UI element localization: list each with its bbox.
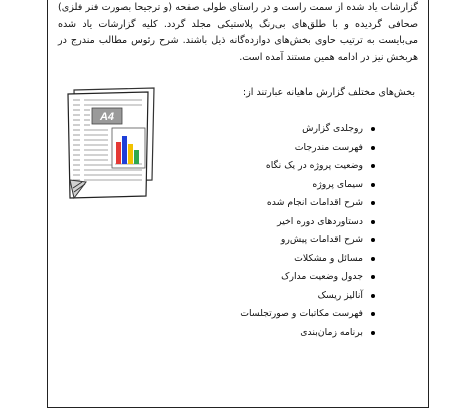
- bullet-icon: [371, 201, 375, 205]
- chart-bar-yellow: [128, 144, 133, 164]
- chart-bar-blue: [122, 136, 127, 164]
- list-item: آنالیز ریسک: [160, 287, 375, 306]
- intro-text: گزارشات یاد شده از سمت راست و در راستای طولی صفحه (و ترجیحا بصورت فنر فلزی) صحافی گردیده و با طلق‌های بی‌رنگ پلاستیکی مجلد گردد. کلیه گزارشات یاد شده می‌بایست به ترتیب حاوی بخش‌های دوازده‌گانه ذیل باشند. شرح رئوس مطالب مندرج در هربخش نیز در ادامه همین مستند آمده است.: [58, 2, 418, 63]
- list-item: برنامه زمان‌بندی: [160, 324, 375, 343]
- bullet-icon: [371, 312, 375, 316]
- bullet-icon: [371, 146, 375, 150]
- list-item: فهرست مندرجات: [160, 139, 375, 158]
- chart-bar-green: [134, 150, 139, 164]
- list-item: روجلدی گزارش: [160, 120, 375, 139]
- sections-lead: بخش‌های مختلف گزارش ماهیانه عبارتند از:: [242, 87, 415, 98]
- list-item: جدول وضعیت مدارک: [160, 268, 375, 287]
- list-item: وضعیت پروژه در یک نگاه: [160, 157, 375, 176]
- bullet-icon: [371, 238, 375, 242]
- a4-label: A4: [99, 111, 115, 123]
- report-document-icon: [60, 84, 160, 202]
- list-item: مسائل و مشکلات: [160, 250, 375, 269]
- list-item: فهرست مکاتبات و صورتجلسات: [160, 305, 375, 324]
- bullet-icon: [371, 164, 375, 168]
- front-page-icon: [68, 92, 148, 198]
- bullet-icon: [371, 257, 375, 261]
- bullet-icon: [371, 127, 375, 131]
- intro-paragraph: [58, 0, 418, 66]
- bullet-icon: [371, 183, 375, 187]
- bullet-icon: [371, 294, 375, 298]
- chart-bar-red: [116, 142, 121, 164]
- sections-list: [160, 120, 375, 342]
- list-item: شرح اقدامات انجام شده: [160, 194, 375, 213]
- list-item: دستاوردهای دوره اخیر: [160, 213, 375, 232]
- list-item: سیمای پروژه: [160, 176, 375, 195]
- bullet-icon: [371, 220, 375, 224]
- bullet-icon: [371, 275, 375, 279]
- bullet-icon: [371, 331, 375, 335]
- list-item: شرح اقدامات پیش‌رو: [160, 231, 375, 250]
